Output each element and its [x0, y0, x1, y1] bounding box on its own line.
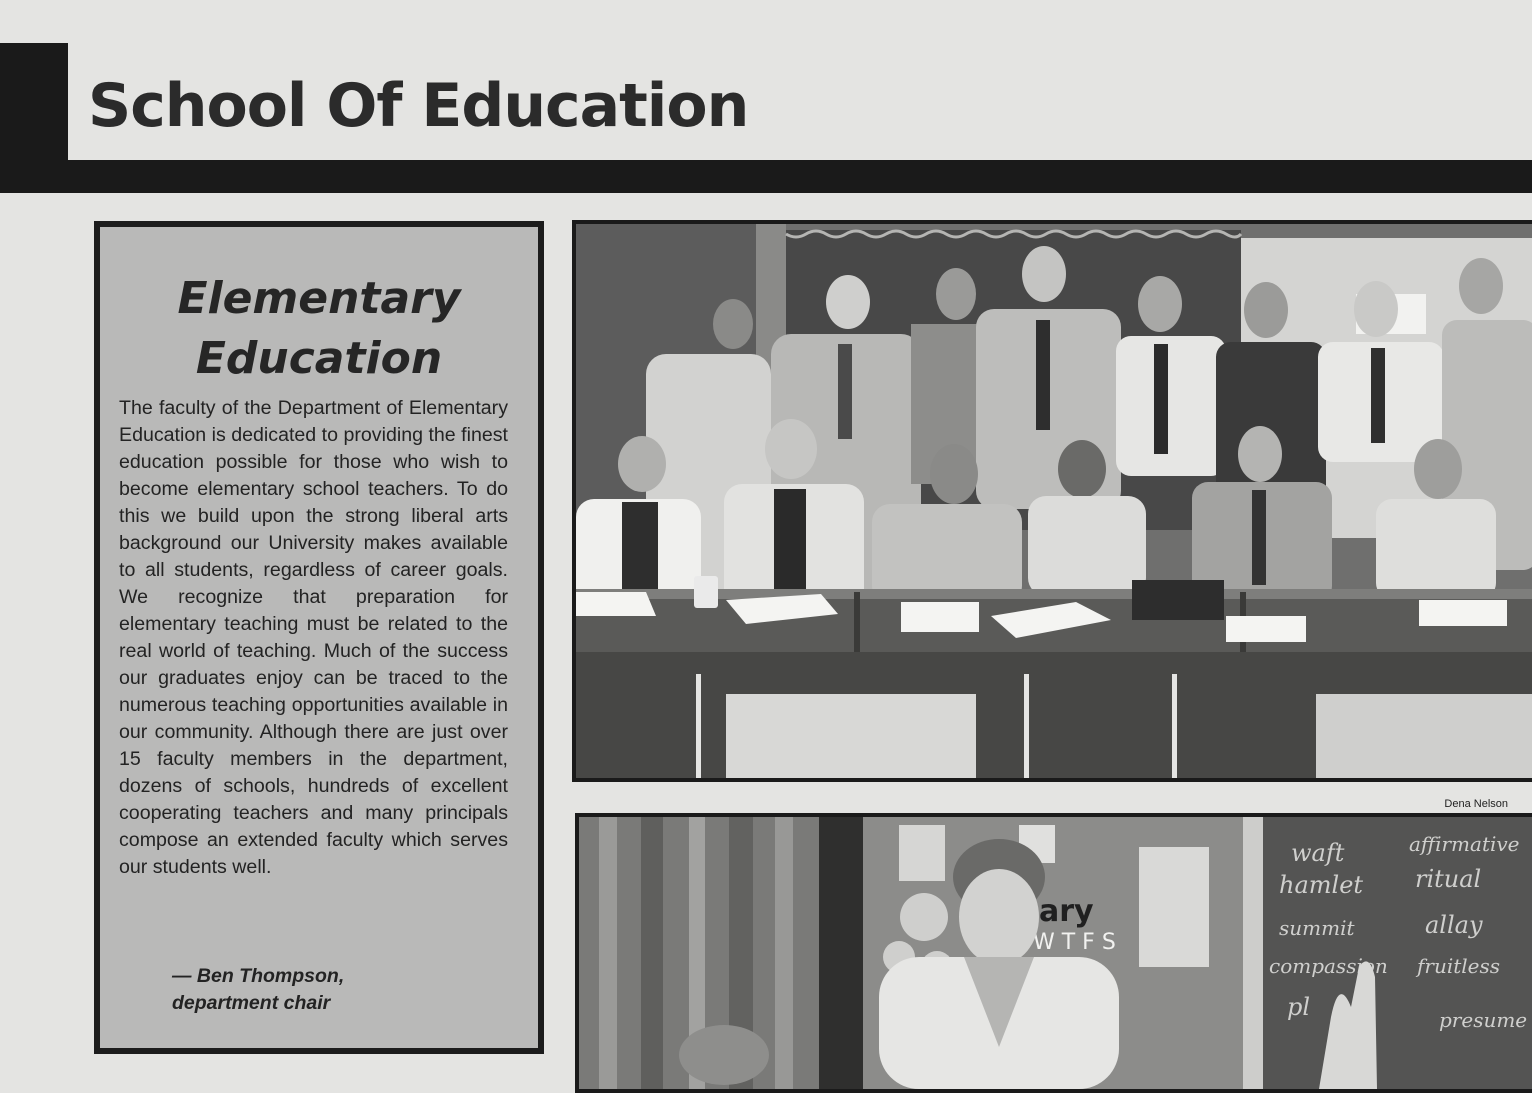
chalkboard-word-6: allay — [1425, 911, 1483, 939]
chalkboard-word-7: compassion — [1269, 954, 1388, 978]
chalkboard-word-9: pl — [1287, 993, 1311, 1021]
sidebar-body-text: The faculty of the Department of Elementary Education is dedicated to providing the finest education possible for those who wish to become elementary school teachers. To do this we build upon the strong liberal arts background our University makes available to all students, regardless of career goals. We recognize that preparation for elementary teaching must be related to the real world of teaching. Much of the success our graduates enjoy can be traced to the numerous teaching opportunities available in our community. Although there are just over 15 faculty members in the department, dozens of schools, hundreds of excellent cooperating teachers and many principals compose an extended faculty which serves our students well. — [119, 397, 508, 878]
faculty-group-photo — [572, 220, 1532, 782]
classroom-days-text: W T F S — [1033, 930, 1116, 955]
chalkboard-word-1: waft — [1291, 839, 1345, 867]
chalkboard-word-5: summit — [1279, 916, 1355, 940]
chalkboard-word-4: ritual — [1415, 865, 1482, 893]
sidebar-heading — [100, 269, 538, 389]
signature-name: — Ben Thompson, — [172, 965, 345, 987]
chalkboard-word-8: fruitless — [1417, 954, 1501, 978]
chalkboard-word-10: presume — [1439, 1008, 1528, 1032]
classroom-photo — [575, 813, 1532, 1093]
chalkboard-word-3: hamlet — [1279, 871, 1364, 899]
page-title: School Of Education — [88, 71, 749, 141]
sidebar-heading-line-2: Education — [195, 333, 443, 384]
chalkboard-word-2: affirmative — [1409, 832, 1520, 856]
sidebar-box — [94, 221, 544, 1054]
header-rule — [38, 160, 1532, 193]
classroom-sign-text: ary — [1039, 894, 1094, 929]
photo-credit: Dena Nelson — [1444, 798, 1508, 810]
sidebar-heading-line-1: Elementary — [177, 273, 461, 324]
signature-title: department chair — [172, 992, 331, 1014]
